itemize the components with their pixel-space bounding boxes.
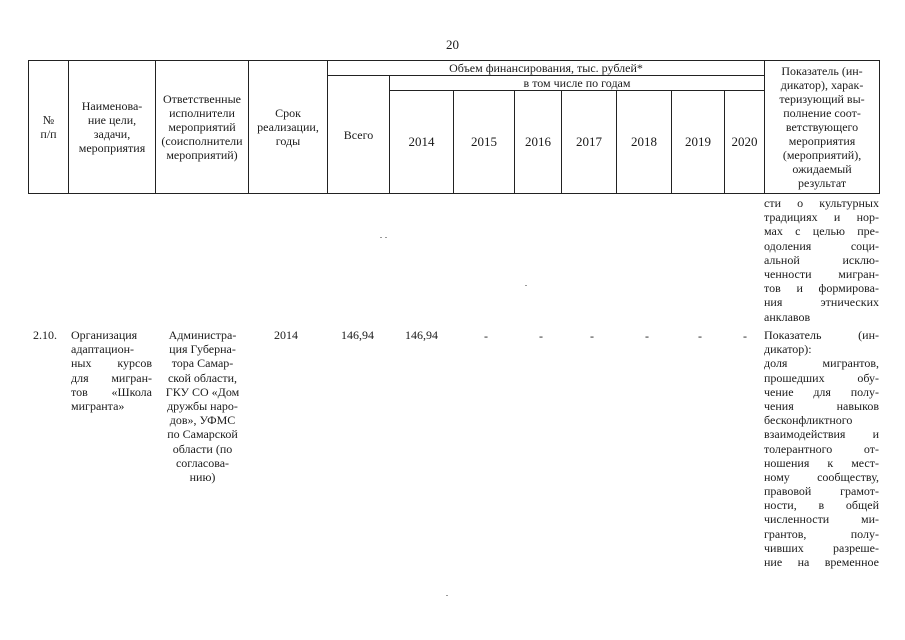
continuation-line: ния этнических <box>764 295 879 310</box>
continuation-line: сти о культурных <box>764 196 879 210</box>
header-executors: Ответственные исполнители мероприятий (соисполнители мероприятий) <box>156 61 249 194</box>
row-name-line: тов «Школа <box>71 384 152 399</box>
header-year-2014: 2014 <box>390 91 454 194</box>
row-indicator-line: ношения к мест- <box>764 455 879 470</box>
row-value-2017: - <box>590 329 594 343</box>
row-executors <box>156 328 249 484</box>
row-name-line: Организация <box>71 328 138 342</box>
header-year-2016: 2016 <box>515 91 562 194</box>
row-indicator-line: ности, в общей <box>764 498 879 513</box>
continuation-line: традициях и нор- <box>764 210 879 225</box>
row-executor-line: области (по <box>172 441 233 456</box>
continuation-line: альной исклю- <box>764 252 879 267</box>
table-header <box>28 60 880 194</box>
header-term: Срок реализации, годы <box>249 61 328 194</box>
header-indicator: Показатель (ин- дикатор), харак- теризующий вы- полнение соот- ветствующего мероприятия (мероприятий), ожидаемый результат <box>765 61 880 194</box>
row-executor-line: тора Самар- <box>171 356 234 371</box>
row-executor-line: дов», УФМС <box>169 413 236 428</box>
header-num: № п/п <box>29 61 69 194</box>
row-indicator-line: дикатор): <box>764 342 812 357</box>
continuation-text <box>764 196 879 324</box>
header-funding: Объем финансирования, тыс. рублей* <box>328 61 765 76</box>
row-value-2019: - <box>698 329 702 343</box>
row-executor-line: ГКУ СО «Дом <box>165 384 240 399</box>
continuation-line: одоления соци- <box>764 238 879 253</box>
scan-speck <box>525 285 527 286</box>
row-indicator <box>764 328 879 569</box>
row-executor-line: дружбы наро- <box>167 398 238 413</box>
row-indicator-line: чивших разреше- <box>764 540 879 555</box>
row-indicator-line: Показатель (ин- <box>764 328 879 342</box>
scan-speck <box>446 595 448 596</box>
header-by-years: в том числе по годам <box>390 76 765 91</box>
scan-speck <box>380 237 382 238</box>
continuation-line: мах с целью пре- <box>764 224 879 239</box>
row-executor-line: ция Губерна- <box>169 342 236 357</box>
row-executor-line: ской области, <box>167 370 238 385</box>
row-term: 2014 <box>274 328 298 342</box>
row-value-2014: 146,94 <box>405 328 438 342</box>
row-name-line: адаптацион- <box>71 342 134 357</box>
row-indicator-line: ние на временное <box>764 555 879 569</box>
row-indicator-line: толерантного от- <box>764 441 879 456</box>
row-total: 146,94 <box>341 328 374 342</box>
row-num: 2.10. <box>33 328 57 342</box>
row-value-2020: - <box>743 329 747 343</box>
row-indicator-line: взаимодействия и <box>764 427 879 442</box>
row-indicator-line: численности ми- <box>764 512 879 527</box>
page-number: 20 <box>446 37 459 52</box>
header-year-2017: 2017 <box>562 91 617 194</box>
row-executor-line: согласова- <box>175 455 230 470</box>
scan-speck <box>385 237 387 238</box>
header-total: Всего <box>328 76 390 194</box>
row-indicator-line: ному сообществу, <box>764 469 879 484</box>
row-value-2016: - <box>539 329 543 343</box>
header-name: Наименова- ние цели, задачи, мероприятия <box>69 61 156 194</box>
row-value-2018: - <box>645 329 649 343</box>
header-year-2018: 2018 <box>617 91 672 194</box>
row-name-line: для мигран- <box>71 370 152 385</box>
row-indicator-line: чение для полу- <box>764 384 879 399</box>
row-indicator-line: бесконфликтного <box>764 413 853 428</box>
row-name-line: мигранта» <box>71 398 125 413</box>
continuation-line: ченности мигран- <box>764 266 879 281</box>
row-executor-line: Администра- <box>168 328 237 342</box>
header-year-2015: 2015 <box>454 91 515 194</box>
row-name <box>71 328 152 413</box>
row-indicator-line: грантов, полу- <box>764 526 879 541</box>
row-executor-line: нию) <box>189 469 216 484</box>
row-value-2015: - <box>484 329 488 343</box>
row-indicator-line: чения навыков <box>764 398 879 413</box>
row-indicator-line: прошедших обу- <box>764 370 879 385</box>
row-indicator-line: доля мигрантов, <box>764 356 879 371</box>
row-executor-line: по Самарской <box>167 427 238 442</box>
continuation-line: тов и формирова- <box>764 281 879 296</box>
header-year-2019: 2019 <box>672 91 725 194</box>
continuation-line: анклавов <box>764 309 811 324</box>
header-year-2020: 2020 <box>725 91 765 194</box>
row-name-line: ных курсов <box>71 356 152 371</box>
row-indicator-line: правовой грамот- <box>764 484 879 499</box>
